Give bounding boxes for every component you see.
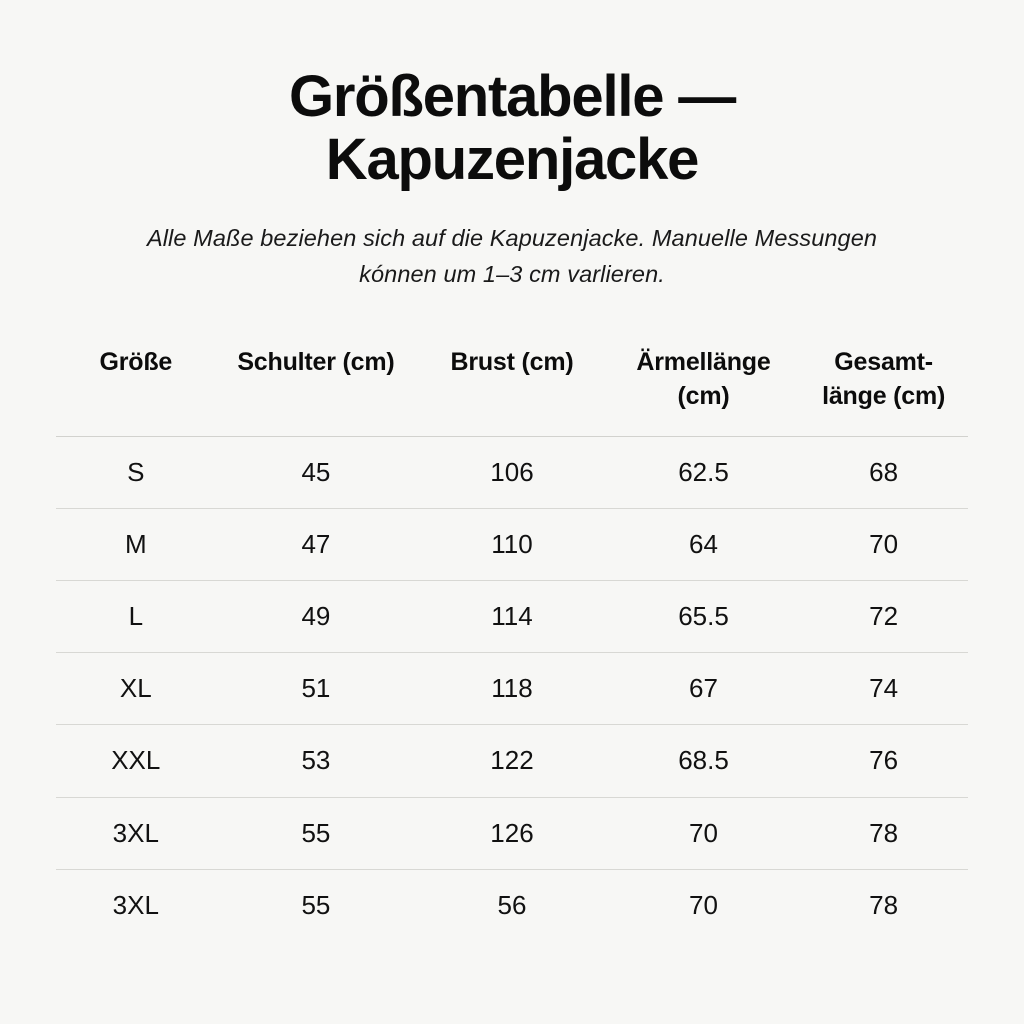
page-title: Größentabelle — Kapuzenjacke: [288, 64, 736, 192]
cell-size: XXL: [56, 725, 216, 797]
cell-sleeve: 68.5: [608, 725, 800, 797]
cell-total: 78: [869, 889, 899, 920]
cell-size: S: [56, 436, 216, 508]
table-row: [56, 653, 968, 725]
table-body: [56, 436, 968, 941]
cell-size: 3XL: [112, 889, 159, 920]
cell-shoulder: 49: [216, 581, 417, 653]
cell-total: 72: [799, 581, 968, 653]
cell-size: M: [56, 508, 216, 580]
cell-shoulder: 51: [216, 653, 417, 725]
table-header-row: [56, 345, 968, 437]
cell-shoulder: 45: [216, 436, 417, 508]
column-header-size: Größe: [99, 347, 173, 376]
cell-chest: 118: [416, 653, 608, 725]
column-header-sleeve-length: Ärmellänge (cm): [636, 347, 771, 411]
cell-chest: 106: [416, 436, 608, 508]
cell-sleeve: 70: [608, 797, 800, 869]
cell-size: XL: [56, 653, 216, 725]
cell-total: 76: [799, 725, 968, 797]
cell-chest: 114: [416, 581, 608, 653]
cell-total: 68: [799, 436, 968, 508]
cell-shoulder: 47: [216, 508, 417, 580]
table-row: [56, 869, 968, 941]
cell-total: 78: [799, 797, 968, 869]
cell-chest: 122: [416, 725, 608, 797]
cell-size: L: [56, 581, 216, 653]
table-row: [56, 436, 968, 508]
column-header-shoulder: Schulter (cm): [237, 347, 395, 376]
table-row: [56, 725, 968, 797]
cell-chest: 56: [497, 889, 527, 920]
cell-shoulder: 55: [301, 889, 331, 920]
cell-chest: 110: [416, 508, 608, 580]
page-subtitle: Alle Maße beziehen sich auf die Kapuzenjacke. Manuelle Messungen kónnen um 1–3 cm varlieren.: [146, 225, 878, 287]
table-row: [56, 797, 968, 869]
cell-sleeve: 65.5: [608, 581, 800, 653]
cell-sleeve: 70: [689, 889, 718, 920]
cell-sleeve: 64: [608, 508, 800, 580]
cell-total: 74: [799, 653, 968, 725]
column-header-chest: Brust (cm): [450, 347, 574, 376]
table-header: [56, 345, 968, 437]
cell-shoulder: 53: [216, 725, 417, 797]
cell-total: 70: [799, 508, 968, 580]
cell-size: 3XL: [56, 797, 216, 869]
cell-sleeve: 67: [608, 653, 800, 725]
cell-chest: 126: [416, 797, 608, 869]
cell-shoulder: 55: [216, 797, 417, 869]
table-row: [56, 581, 968, 653]
size-table: [56, 345, 968, 941]
column-header-total-length: Gesamt-länge (cm): [822, 347, 946, 411]
table-row: [56, 508, 968, 580]
cell-sleeve: 62.5: [608, 436, 800, 508]
